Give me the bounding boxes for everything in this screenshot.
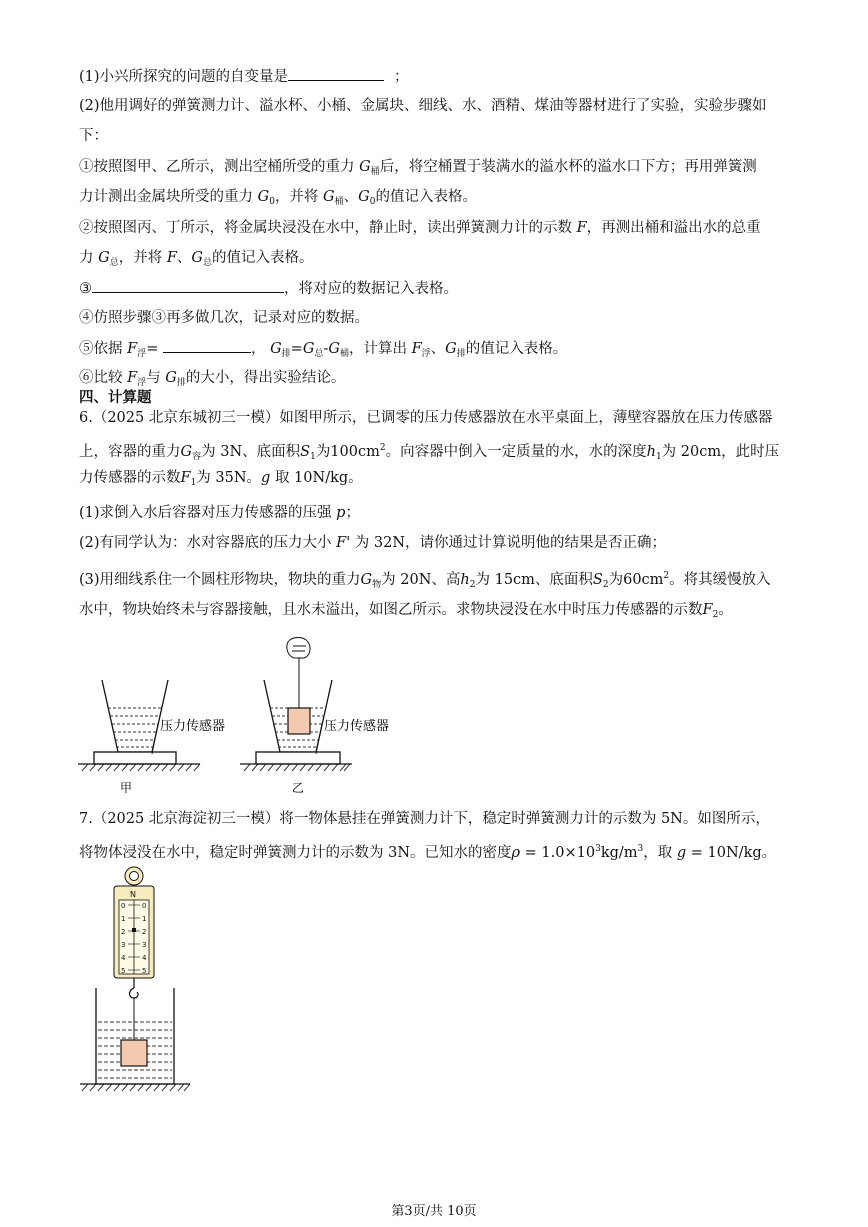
step-2-cont: 力 $G_总$，并将 F、$G_总$的值记入表格。	[79, 250, 314, 268]
figure-yi	[240, 636, 420, 798]
q6-part1: (1)求倒入水后容器对压力传感器的压强 p；	[79, 505, 360, 521]
q6-line1: 6.（2025 北京东城初三一模）如图甲所示，已调零的压力传感器放在水平桌面上，薄壁容器放在压力传感器	[79, 410, 773, 426]
step-1-cont: 力计测出金属块所受的重力 $G_0$，并将 $G_桶$、$G_0$的值记入表格。	[79, 189, 477, 207]
q6-line2: 上，容器的重力$G_容$为 3N、底面积$S_1$为$100cm^2$。向容器中倒入一定质量的水，水的深度$h_1$为 20cm，此时压	[79, 443, 780, 462]
scale-tick-label-left: 3	[121, 941, 126, 949]
step-6: ⑥比较 $F_浮$与 $G_排$的大小，得出实验结论。	[79, 370, 346, 388]
scale-tick-label-left: 1	[121, 915, 126, 923]
pressure-sensor-jia	[94, 752, 176, 764]
hatch-q7	[82, 1084, 190, 1091]
scale-tick-label-right: 5	[142, 967, 147, 975]
section-title: 四、计算题	[79, 390, 152, 406]
step-4: ④仿照步骤③再多做几次，记录对应的数据。	[79, 310, 369, 326]
answer-blank[interactable]	[288, 66, 384, 81]
scale-tick-label-left: 5	[121, 967, 126, 975]
hand-icon	[287, 638, 310, 659]
text: ；	[394, 69, 409, 85]
answer-blank[interactable]	[92, 278, 284, 293]
scale-tick-label-left: 2	[121, 928, 126, 936]
step-5: ⑤依据 $F_浮=$ ， $G_排=G_总-G_桶$，计算出 $F_浮$、$G_排$的值记入表格。	[79, 338, 567, 364]
q7-line1: 7.（2025 北京海淀初三一模）将一物体悬挂在弹簧测力计下，稳定时弹簧测力计的示数为 5N。如图所示，	[79, 811, 770, 827]
scale-tick-label-right: 0	[142, 902, 147, 910]
q5-part2-cont	[79, 126, 108, 146]
q5-part1	[79, 66, 409, 87]
leader-line-jia	[152, 724, 158, 754]
caption-yi: 乙	[292, 781, 305, 795]
leader-line-yi	[316, 724, 322, 754]
scale-tick-label-left: 4	[121, 954, 126, 962]
sensor-label-yi: 压力传感器	[324, 719, 390, 734]
sensor-label-jia: 压力传感器	[160, 719, 226, 734]
cylinder-block	[288, 708, 310, 734]
step-3: ③ ，将对应的数据记入表格。	[79, 278, 458, 299]
scale-tick-label-right: 1	[142, 915, 147, 923]
scale-unit: N	[130, 890, 136, 899]
hook-icon	[130, 978, 139, 998]
page-footer: 第3页/共 10页	[391, 1204, 477, 1219]
scale-pointer	[132, 928, 136, 932]
text: 下：	[79, 128, 108, 144]
answer-blank[interactable]	[163, 338, 251, 353]
q6-part2: (2)有同学认为：水对容器底的压力大小 F' 为 32N，请你通过计算说明他的结果是否正确；	[79, 535, 667, 551]
submerged-block	[121, 1040, 147, 1066]
q7-line2: 将物体浸没在水中，稳定时弹簧测力计的示数为 3N。已知水的密度$\rho = 1.0\times 10^3kg/m^3$，取 g = 10N/kg。	[79, 844, 777, 861]
hatch-yi	[244, 764, 350, 771]
spring-scale	[114, 867, 154, 978]
q6-part3: (3)用细线系住一个圆柱形物块，物块的重力$G_物$为 20N、高$h_2$为 15cm、底面积$S_2$为$60cm^2$。将其缓慢放入	[79, 571, 771, 590]
q6-part3-cont: 水中，物块始终未与容器接触，且水未溢出，如图乙所示。求物块浸没在水中时压力传感器的示数$F_2$。	[79, 602, 733, 620]
step-1: ①按照图甲、乙所示，测出空桶所受的重力 $G_桶$后，将空桶置于装满水的溢水杯的溢水口下方；再用弹簧测	[79, 159, 757, 177]
figure-jia	[78, 668, 258, 798]
text: (1)小兴所探究的问题的自变量是	[79, 69, 289, 85]
q6-line3: 力传感器的示数$F_1$为 35N。g 取 10N/kg。	[79, 470, 363, 488]
text: (2)他用调好的弹簧测力计、溢水杯、小桶、金属块、细线、水、酒精、煤油等器材进行了实验，实验步骤如	[79, 98, 767, 114]
scale-tick-label-left: 0	[121, 902, 126, 910]
hatch-jia	[82, 764, 200, 771]
pressure-sensor-yi	[256, 752, 340, 764]
figure-q7	[78, 864, 208, 1096]
q5-part2	[79, 96, 767, 116]
step-2: ②按照图丙、丁所示，将金属块浸没在水中，静止时，读出弹簧测力计的示数 F，再测出桶和溢出水的总重	[79, 220, 761, 236]
caption-jia: 甲	[120, 781, 133, 795]
scale-tick-label-right: 2	[142, 928, 147, 936]
scale-tick-label-right: 3	[142, 941, 147, 949]
scale-tick-label-right: 4	[142, 954, 147, 962]
